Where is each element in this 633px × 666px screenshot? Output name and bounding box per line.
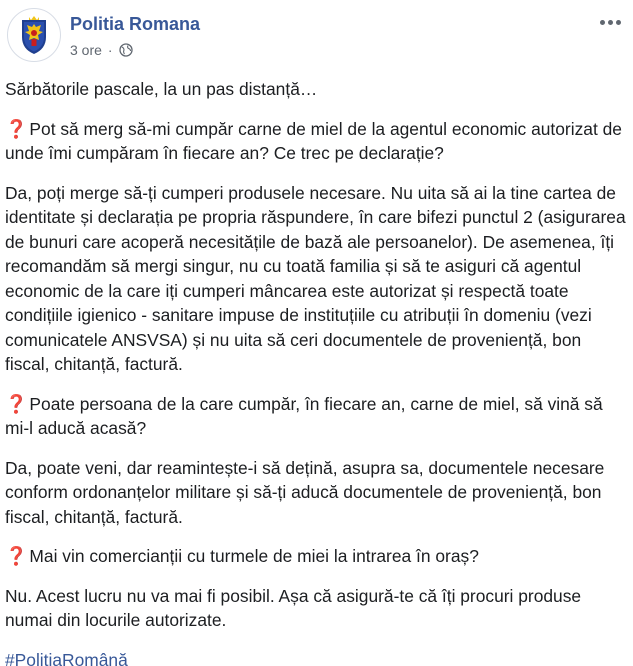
page-avatar[interactable] [7,8,61,62]
globe-icon[interactable] [119,43,133,57]
hashtag-link[interactable]: #PolitiaRomână [5,649,128,666]
question-mark-icon: ❓ [5,546,28,566]
post-intro: Sărbătorile pascale, la un pas distanță… [5,79,318,99]
answer-3: Nu. Acest lucru nu va mai fi posibil. Așa că asigură-te că îți procuri produse numai din locurile autorizate. [5,585,582,630]
question-mark-icon: ❓ [5,393,28,414]
answer-1: Da, poți merge să-ți cumperi produsele necesare. Nu uita să ai la tine cartea de identitate și declarația pe propria răspundere, în care bifezi punctul 2 (asigurarea de bunuri care acoperă necesitățile de bază ale persoanelor). De asemenea, îți recomandăm să mergi singur, nu cu toată familia și să te asiguri că agentul economic de la care iți cumperi mâncarea este autorizat și respectă toate condițiile igienico - sanitare impuse de instituțiile cu atribuții în domeniu (vezi comunicatele ANSVSA) și nu uita să ceri documentele de proveniență, bon fiscal, chitanță, factură. [5,182,626,374]
question-1-text: Pot să merg să-mi cumpăr carne de miel de la agentul economic autorizat de unde îmi cumpăram în fiecare an? Ce trec pe declarație? [5,118,622,163]
more-dot [600,20,605,25]
hashtag-line [5,648,627,666]
question-2 [5,392,627,441]
post-meta [70,42,133,58]
answer-2: Da, poate veni, dar reamintește-i să dețină, asupra sa, documentele necesare conform ordonanțelor militare și să-ți aducă documentele de proveniență, bon fiscal, chitanță, factură. [5,457,605,527]
page-name-link[interactable]: Politia Romana [70,14,201,34]
post-timestamp[interactable]: 3 ore [70,42,102,58]
question-mark-icon: ❓ [5,118,28,139]
more-options-icon[interactable] [595,12,625,32]
meta-separator: · [107,42,113,58]
question-3-text: Mai vin comercianții cu turmele de miei la intrarea în oraș? [29,546,479,566]
post-body [5,77,627,666]
romanian-police-crest-icon [8,9,60,61]
more-dot [608,20,613,25]
question-3 [5,544,627,569]
post-header [7,8,627,68]
question-1 [5,117,627,166]
more-dot [616,20,621,25]
question-2-text: Poate persoana de la care cumpăr, în fiecare an, carne de miel, să vină să mi-l aducă acasă? [5,393,603,438]
